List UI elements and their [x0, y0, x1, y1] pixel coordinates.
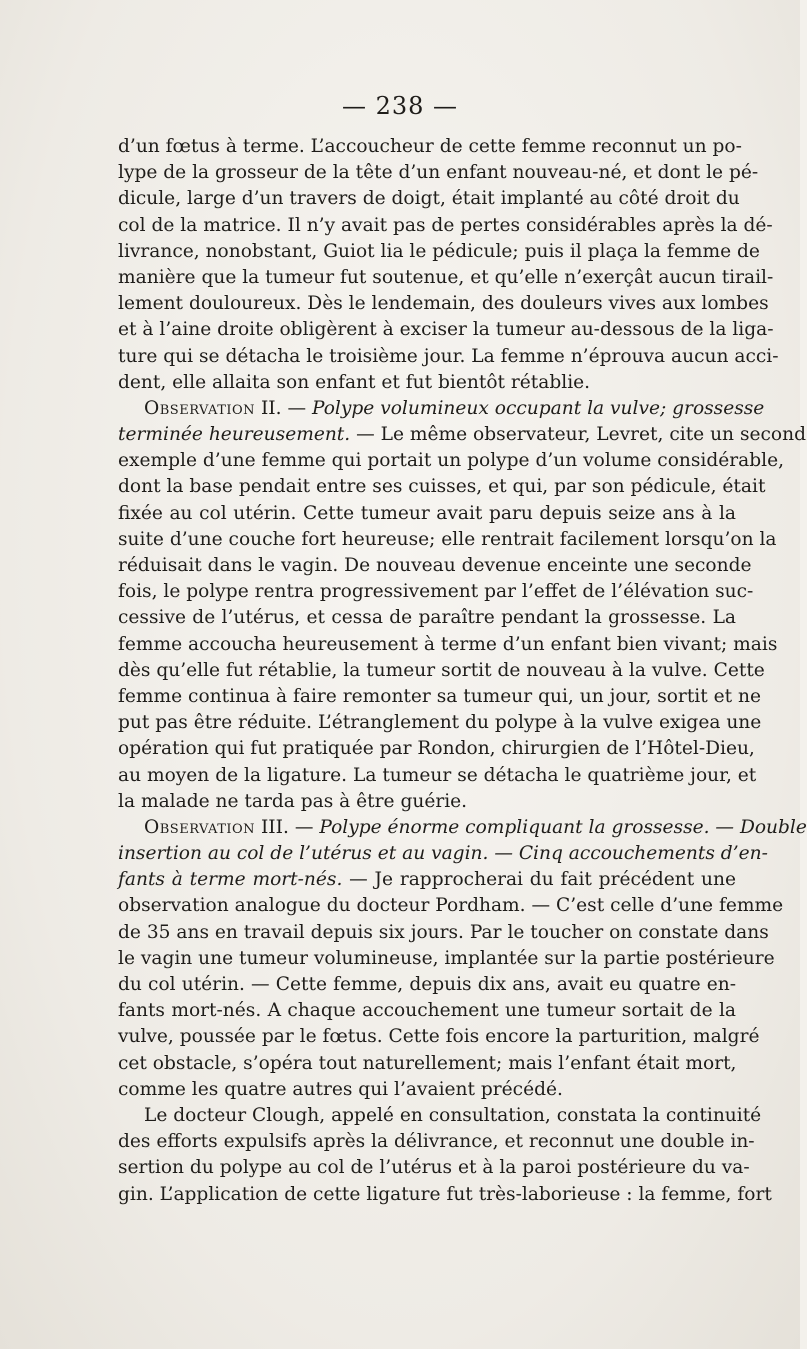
text-line: fants mort-nés. A chaque accouchement une tumeur sortait de la: [118, 1000, 736, 1022]
text-line: fois, le polype rentra progressivement par l’effet de l’élévation suc-: [118, 581, 754, 603]
text-line: au moyen de la ligature. La tumeur se détacha le quatrième jour, et: [118, 764, 757, 786]
text-line: réduisait dans le vagin. De nouveau devenue enceinte une seconde: [118, 555, 752, 576]
text-line: terminée heureusement. — Le même observateur, Levret, cite un second: [118, 424, 806, 446]
text-line: exemple d’une femme qui portait un polype d’un volume considérable,: [118, 450, 785, 472]
text-line: femme continua à faire remonter sa tumeur qui, un jour, sortit et ne: [118, 685, 761, 707]
text-line: col de la matrice. Il n’y avait pas de pertes considérables après la dé-: [118, 214, 773, 236]
text-line: manière que la tumeur fut soutenue, et qu’elle n’exerçât aucun tirail-: [118, 266, 774, 288]
observation-heading: Observation III. — Polype énorme compliquant la grossesse. — Double: [144, 816, 807, 838]
text-line: cessive de l’utérus, et cessa de paraître pendant la grossesse. La: [118, 607, 736, 629]
page-number: — 238 —: [341, 92, 459, 120]
text-line: dicule, large d’un travers de doigt, était implanté au côté droit du: [118, 188, 740, 210]
text-line: femme accoucha heureusement à terme d’un enfant bien vivant; mais: [118, 633, 778, 655]
text-line: dent, elle allaita son enfant et fut bientôt rétablie.: [118, 371, 591, 393]
observation-heading: Observation II. — Polype volumineux occupant la vulve; grossesse: [144, 397, 765, 419]
text-line: lement douloureux. Dès le lendemain, des douleurs vives aux lombes: [118, 293, 769, 315]
text-line: suite d’une couche fort heureuse; elle rentrait facilement lorsqu’on la: [118, 528, 777, 550]
text-line: d’un fœtus à terme. L’accoucheur de cette femme reconnut un po-: [118, 136, 742, 157]
text-line: comme les quatre autres qui l’avaient précédé.: [118, 1078, 563, 1100]
text-line: gin. L’application de cette ligature fut très-laborieuse : la femme, fort: [118, 1183, 772, 1205]
text-line: dès qu’elle fut rétablie, la tumeur sortit de nouveau à la vulve. Cette: [118, 659, 765, 681]
text-line: la malade ne tarda pas à être guérie.: [118, 790, 468, 812]
text-line: dont la base pendait entre ses cuisses, et qui, par son pédicule, était: [118, 476, 766, 498]
text-line: du col utérin. — Cette femme, depuis dix ans, avait eu quatre en-: [118, 974, 736, 995]
text-line: opération qui fut pratiquée par Rondon, chirurgien de l’Hôtel-Dieu,: [118, 738, 755, 760]
text-line: ture qui se détacha le troisième jour. La femme n’éprouva aucun acci-: [118, 345, 779, 367]
text-line: de 35 ans en travail depuis six jours. Par le toucher on constate dans: [118, 921, 769, 943]
text-line: fants à terme mort-nés. — Je rapprocherai du fait précédent une: [118, 869, 736, 891]
text-line: le vagin une tumeur volumineuse, implantée sur la partie postérieure: [118, 947, 775, 969]
text-line: vulve, poussée par le fœtus. Cette fois encore la parturition, malgré: [118, 1026, 760, 1048]
body-text: [118, 134, 807, 1208]
text-line: fixée au col utérin. Cette tumeur avait paru depuis seize ans à la: [118, 502, 736, 524]
text-line: put pas être réduite. L’étranglement du polype à la vulve exigea une: [118, 712, 762, 734]
text-line: des efforts expulsifs après la délivrance, et reconnut une double in-: [118, 1131, 755, 1153]
text-line: Le docteur Clough, appelé en consultation, constata la continuité: [144, 1104, 762, 1126]
text-line: et à l’aine droite obligèrent à exciser la tumeur au-dessous de la liga-: [118, 319, 774, 341]
text-line: lype de la grosseur de la tête d’un enfant nouveau-né, et dont le pé-: [118, 162, 759, 184]
text-line: cet obstacle, s’opéra tout naturellement; mais l’enfant était mort,: [118, 1052, 737, 1074]
text-line: sertion du polype au col de l’utérus et à la paroi postérieure du va-: [118, 1157, 750, 1179]
text-line: observation analogue du docteur Pordham. — C’est celle d’une femme: [118, 895, 784, 917]
text-line: insertion au col de l’utérus et au vagin. — Cinq accouchements d’en-: [118, 843, 768, 865]
text-line: livrance, nonobstant, Guiot lia le pédicule; puis il plaça la femme de: [118, 240, 760, 262]
